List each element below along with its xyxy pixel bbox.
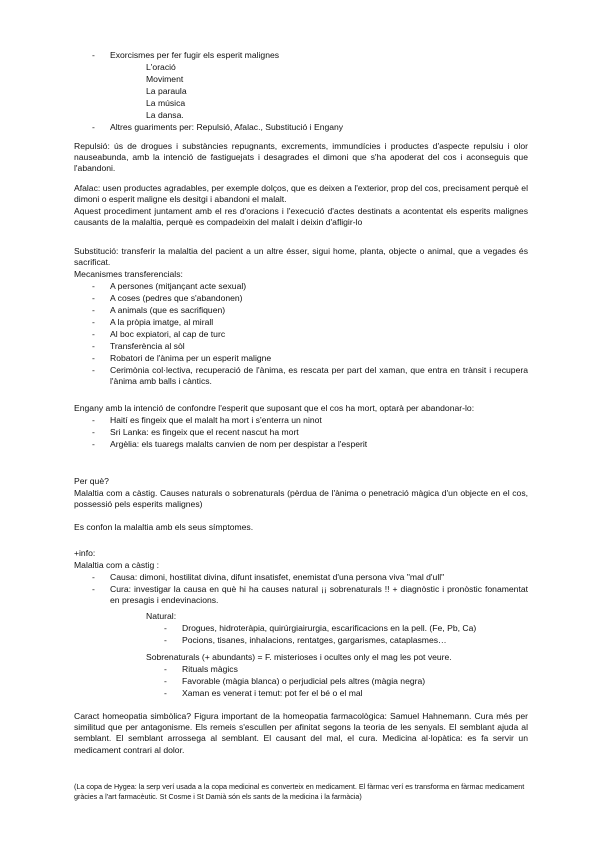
perque-paragraph: Malaltia com a càstig. Causes naturals o sobrenaturals (pèrdua de l'ànima o penetració màgica d'un objecte en el cos, possessió pels esperits malignes) bbox=[74, 488, 528, 510]
natural-item: Pocions, tisanes, inhalacions, rentatges, gargarismes, cataplasmes… bbox=[182, 635, 447, 645]
mecanisme-item: Cerimònia col·lectiva, recuperació de l'ànima, es rescata per part del xaman, que entra en trànsit i recupera l'ànima amb balls i càntics. bbox=[110, 365, 528, 386]
bullet-dash: - bbox=[92, 415, 95, 425]
bullet-dash: - bbox=[92, 353, 95, 363]
bullet-dash: - bbox=[92, 427, 95, 437]
mecanisme-item: Al boc expiatori, al cap de turc bbox=[110, 329, 226, 339]
bullet-dash: - bbox=[92, 50, 95, 60]
bullet-dash: - bbox=[92, 329, 95, 339]
bullet-dash: - bbox=[92, 572, 95, 582]
exorcisme-item: L'oració bbox=[146, 62, 176, 72]
bullet-dash: - bbox=[92, 439, 95, 449]
exorcisme-title: Exorcismes per fer fugir els esperit malignes bbox=[110, 50, 280, 60]
info-title: +info: bbox=[74, 548, 96, 558]
bullet-dash: - bbox=[92, 317, 95, 327]
aquest-paragraph: Aquest procediment juntament amb el res d'oracions i l'execució d'actes destinats a acontentat els esperits malignes causants de la malaltia, perquè es compadeixin del malalt i deixin d'afligir-lo bbox=[74, 206, 528, 228]
mecanisme-item: A coses (pedres que s'abandonen) bbox=[110, 293, 243, 303]
bullet-dash: - bbox=[164, 664, 167, 674]
mecanisme-item: A la pròpia imatge, al mirall bbox=[110, 317, 214, 327]
sobrenaturals-item: Xaman es venerat i temut: pot fer el bé o el mal bbox=[182, 688, 363, 698]
altres-guariments: Altres guariments per: Repulsió, Afalac., Substitució i Engany bbox=[110, 122, 344, 132]
perque-question: Per què? bbox=[74, 476, 109, 486]
afalac-paragraph: Afalac: usen productes agradables, per exemple dolços, que es deixen a l'exterior, prop del cos, precisament perquè el dimoni o esperit maligne els desitgi i abandoni el malalt. bbox=[74, 183, 528, 205]
exorcisme-item: La paraula bbox=[146, 86, 187, 96]
exorcisme-item: La dansa. bbox=[146, 110, 184, 120]
bullet-dash: - bbox=[92, 584, 95, 594]
bullet-dash: - bbox=[92, 365, 95, 375]
bullet-dash: - bbox=[164, 688, 167, 698]
bullet-dash: - bbox=[92, 293, 95, 303]
engany-title: Engany amb la intenció de confondre l'esperit que suposant que el cos ha mort, optarà per abandonar-lo: bbox=[74, 403, 475, 413]
bullet-dash: - bbox=[164, 676, 167, 686]
sobrenaturals-item: Favorable (màgia blanca) o perjudicial pels altres (màgia negra) bbox=[182, 676, 426, 686]
substitucio-paragraph: Substitució: transferir la malaltia del pacient a un altre ésser, sigui home, planta, objecte o animal, que a vegades és sacrificat. bbox=[74, 246, 528, 268]
bullet-dash: - bbox=[92, 281, 95, 291]
exorcisme-item: La música bbox=[146, 98, 186, 108]
engany-item: Argèlia: els tuaregs malalts canvien de nom per despistar a l'esperit bbox=[110, 439, 368, 449]
bullet-dash: - bbox=[92, 305, 95, 315]
bullet-dash: - bbox=[164, 623, 167, 633]
info-causa: Causa: dimoni, hostilitat divina, difunt insatisfet, enemistat d'una persona viva "mal d'ull" bbox=[110, 572, 445, 582]
footnote: (La copa de Hygea: la serp verí usada a la copa medicinal es converteix en medicament. El fàrmac verí es transforma en fàrmac medicament gràcies a l'art farmacèutic. St Cosme i St Damià són els sants de la medicina i la farmàcia) bbox=[74, 782, 525, 801]
mecanisme-item: A animals (que es sacrifiquen) bbox=[110, 305, 226, 315]
bullet-dash: - bbox=[164, 635, 167, 645]
info-cura: Cura: investigar la causa en què hi ha causes natural ¡¡ sobrenaturals !! + diagnòstic i pronòstic fonamentat en presagis i endevinacions. bbox=[110, 584, 528, 605]
natural-title: Natural: bbox=[146, 611, 177, 621]
bullet-dash: - bbox=[92, 122, 95, 132]
mecanisme-item: Robatori de l'ànima per un esperit maligne bbox=[110, 353, 272, 363]
sobrenaturals-item: Rituals màgics bbox=[182, 664, 238, 674]
caract-paragraph: Caract homeopatia simbòlica? Figura important de la homeopatia farmacològica: Samuel Hahnemann. Cura més per similitud que per antagonisme. Els remeis s'escullen per afinitat segons la teoria de les senyals. El semblant ajuda al semblant. El semblant arrossega al semblant. El causant del mal, el cura. Medicina al·lopàtica: es fa servir un medicament contrari al dolor. bbox=[74, 711, 528, 755]
sobrenaturals-title: Sobrenaturals (+ abundants) = F. misterioses i ocultes only el mag les pot veure. bbox=[146, 652, 452, 662]
mecanisme-item: Transferència al sòl bbox=[110, 341, 185, 351]
natural-item: Drogues, hidroteràpia, quirúrgiairurgia, escarificacions en la pell. (Fe, Pb, Ca) bbox=[182, 623, 477, 633]
confon-line: Es confon la malaltia amb els seus símptomes. bbox=[74, 522, 254, 532]
mecanisme-item: A persones (mitjançant acte sexual) bbox=[110, 281, 247, 291]
exorcisme-item: Moviment bbox=[146, 74, 184, 84]
mecanismes-title: Mecanismes transferencials: bbox=[74, 269, 183, 279]
repulsio-paragraph: Repulsió: ús de drogues i substàncies repugnants, excrements, immundícies i productes d'aspecte repulsiu i olor nauseabunda, amb la intenció de fastiguejats i desagrades el dimoni que s'ha apoderat del cos i aconseguis que l'abandoni. bbox=[74, 141, 528, 174]
engany-item: Sri Lanka: es fingeix que el recent nascut ha mort bbox=[110, 427, 299, 437]
bullet-dash: - bbox=[92, 341, 95, 351]
info-subtitle: Malaltia com a càstig : bbox=[74, 560, 160, 570]
engany-item: Haití es fingeix que el malalt ha mort i s'enterra un ninot bbox=[110, 415, 322, 425]
